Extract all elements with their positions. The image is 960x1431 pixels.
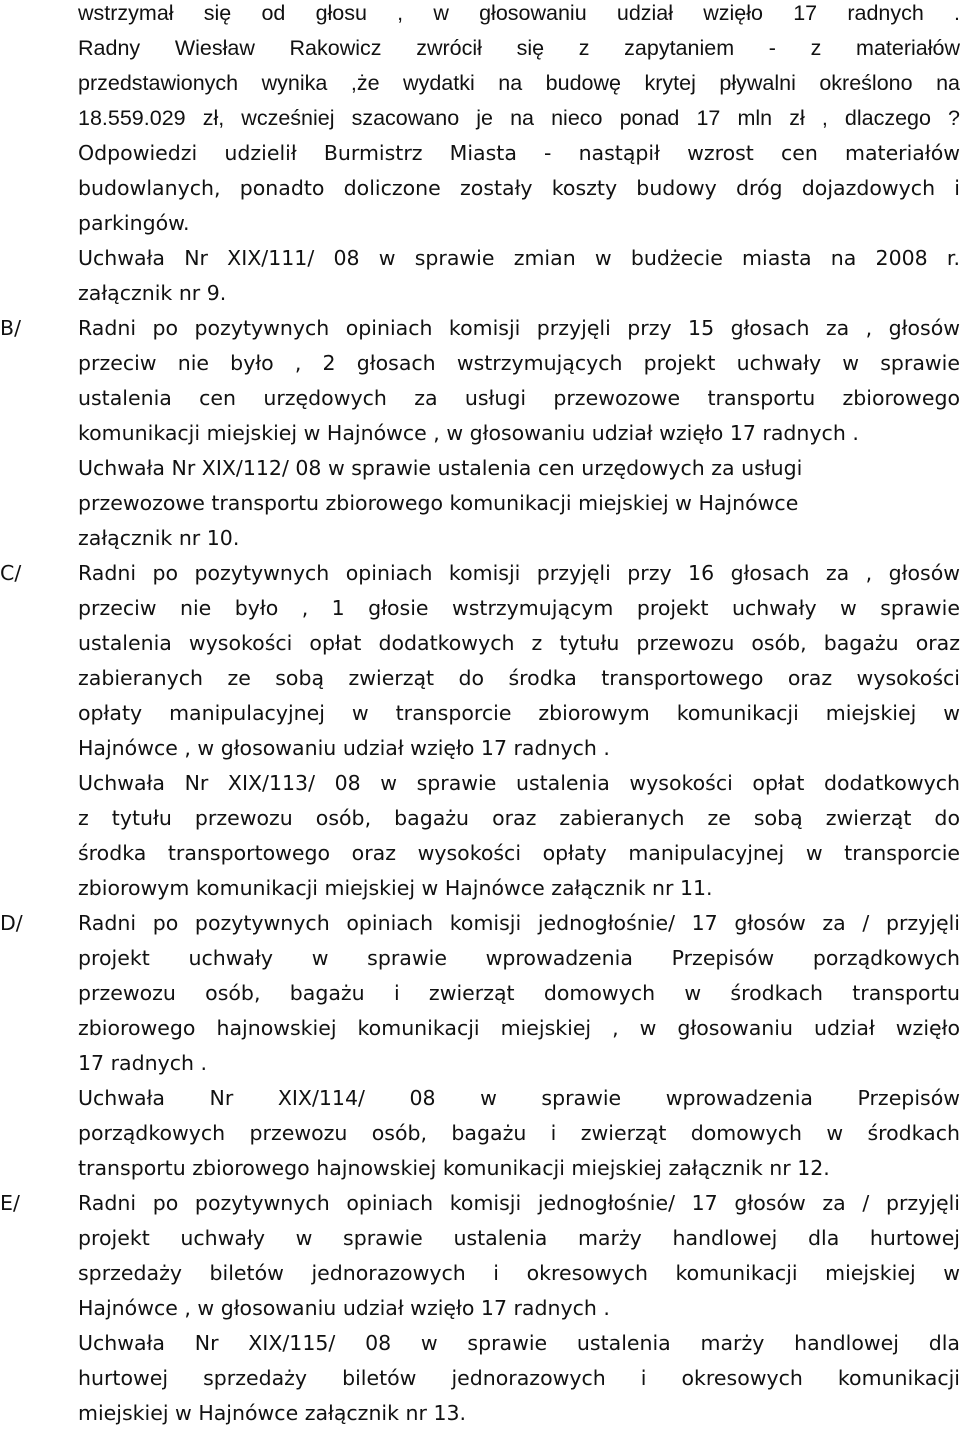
vote-line: zabieranych ze sobą zwierząt do środka transportowego oraz wysokości [78,666,960,690]
vote-line: ustalenia cen urzędowych za usługi przewozowe transportu zbiorowego [78,386,960,410]
text-line: budowlanych, ponadto doliczone zostały koszty budowy dróg dojazdowych i [78,176,960,200]
attachment-reference: zbiorowym komunikacji miejskiej w Hajnówce załącznik nr 11. [78,876,713,900]
resolution-line: środka transportowego oraz wysokości opłaty manipulacyjnej w transporcie [78,841,960,865]
vote-line: przewozu osób, bagażu i zwierząt domowych w środkach transportu [78,981,960,1005]
vote-line: projekt uchwały w sprawie wprowadzenia Przepisów porządkowych [78,946,960,970]
vote-line: opłaty manipulacyjnej w transporcie zbiorowym komunikacji miejskiej w [78,701,960,725]
vote-line: Radni po pozytywnych opiniach komisji przyjęli przy 16 głosach za , głosów [78,561,960,585]
attachment-reference: miejskiej w Hajnówce załącznik nr 13. [78,1401,467,1425]
resolution-line: przewozowe transportu zbiorowego komunikacji miejskiej w Hajnówce [78,491,799,515]
text-line: przedstawionych wynika ,że wydatki na budowę krytej pływalni określono na [78,71,960,95]
attachment-reference: załącznik nr 9. [78,281,227,305]
vote-line: Hajnówce , w głosowaniu udział wzięło 17 radnych . [78,736,610,760]
section-marker: C/ [0,561,22,585]
vote-line: zbiorowego hajnowskiej komunikacji miejskiej , w głosowaniu udział wzięło [78,1016,960,1040]
resolution-line: porządkowych przewozu osób, bagażu i zwierząt domowych w środkach [78,1121,960,1145]
vote-line: 17 radnych . [78,1051,208,1075]
section-marker: E/ [0,1191,20,1215]
resolution-line: hurtowej sprzedaży biletów jednorazowych i okresowych komunikacji [78,1366,960,1390]
text-line: Odpowiedzi udzielił Burmistrz Miasta - nastąpił wzrost cen materiałów [78,141,960,165]
vote-line: przeciw nie było , 2 głosach wstrzymujących projekt uchwały w sprawie [78,351,960,375]
vote-line: Radni po pozytywnych opiniach komisji jednogłośnie/ 17 głosów za / przyjęli [78,1191,960,1215]
resolution-line: Uchwała Nr XIX/112/ 08 w sprawie ustalenia cen urzędowych za usługi [78,456,803,480]
attachment-reference: transportu zbiorowego hajnowskiej komunikacji miejskiej załącznik nr 12. [78,1156,830,1180]
resolution-line: z tytułu przewozu osób, bagażu oraz zabieranych ze sobą zwierząt do [78,806,960,830]
text-line: parkingów. [78,211,190,235]
resolution-line: Uchwała Nr XIX/111/ 08 w sprawie zmian w budżecie miasta na 2008 r. [78,246,960,270]
vote-line: komunikacji miejskiej w Hajnówce , w głosowaniu udział wzięło 17 radnych . [78,421,859,445]
vote-line: Radni po pozytywnych opiniach komisji jednogłośnie/ 17 głosów za / przyjęli [78,911,960,935]
section-marker: D/ [0,911,23,935]
vote-line: Hajnówce , w głosowaniu udział wzięło 17 radnych . [78,1296,610,1320]
attachment-reference: załącznik nr 10. [78,526,240,550]
text-line: Radny Wiesław Rakowicz zwrócił się z zapytaniem - z materiałów [78,36,960,60]
resolution-line: Uchwała Nr XIX/115/ 08 w sprawie ustalenia marży handlowej dla [78,1331,960,1355]
resolution-line: Uchwała Nr XIX/114/ 08 w sprawie wprowadzenia Przepisów [78,1086,960,1110]
vote-line: projekt uchwały w sprawie ustalenia marży handlowej dla hurtowej [78,1226,960,1250]
vote-line: sprzedaży biletów jednorazowych i okresowych komunikacji miejskiej w [78,1261,960,1285]
vote-line: przeciw nie było , 1 głosie wstrzymującym projekt uchwały w sprawie [78,596,960,620]
section-marker: B/ [0,316,21,340]
vote-line: Radni po pozytywnych opiniach komisji przyjęli przy 15 głosach za , głosów [78,316,960,340]
text-line: 18.559.029 zł, wcześniej szacowano je na nieco ponad 17 mln zł , dlaczego ? [78,106,960,130]
vote-line: ustalenia wysokości opłat dodatkowych z tytułu przewozu osób, bagażu oraz [78,631,960,655]
resolution-line: Uchwała Nr XIX/113/ 08 w sprawie ustalenia wysokości opłat dodatkowych [78,771,960,795]
text-line: wstrzymał się od głosu , w głosowaniu udział wzięło 17 radnych . [78,1,960,25]
